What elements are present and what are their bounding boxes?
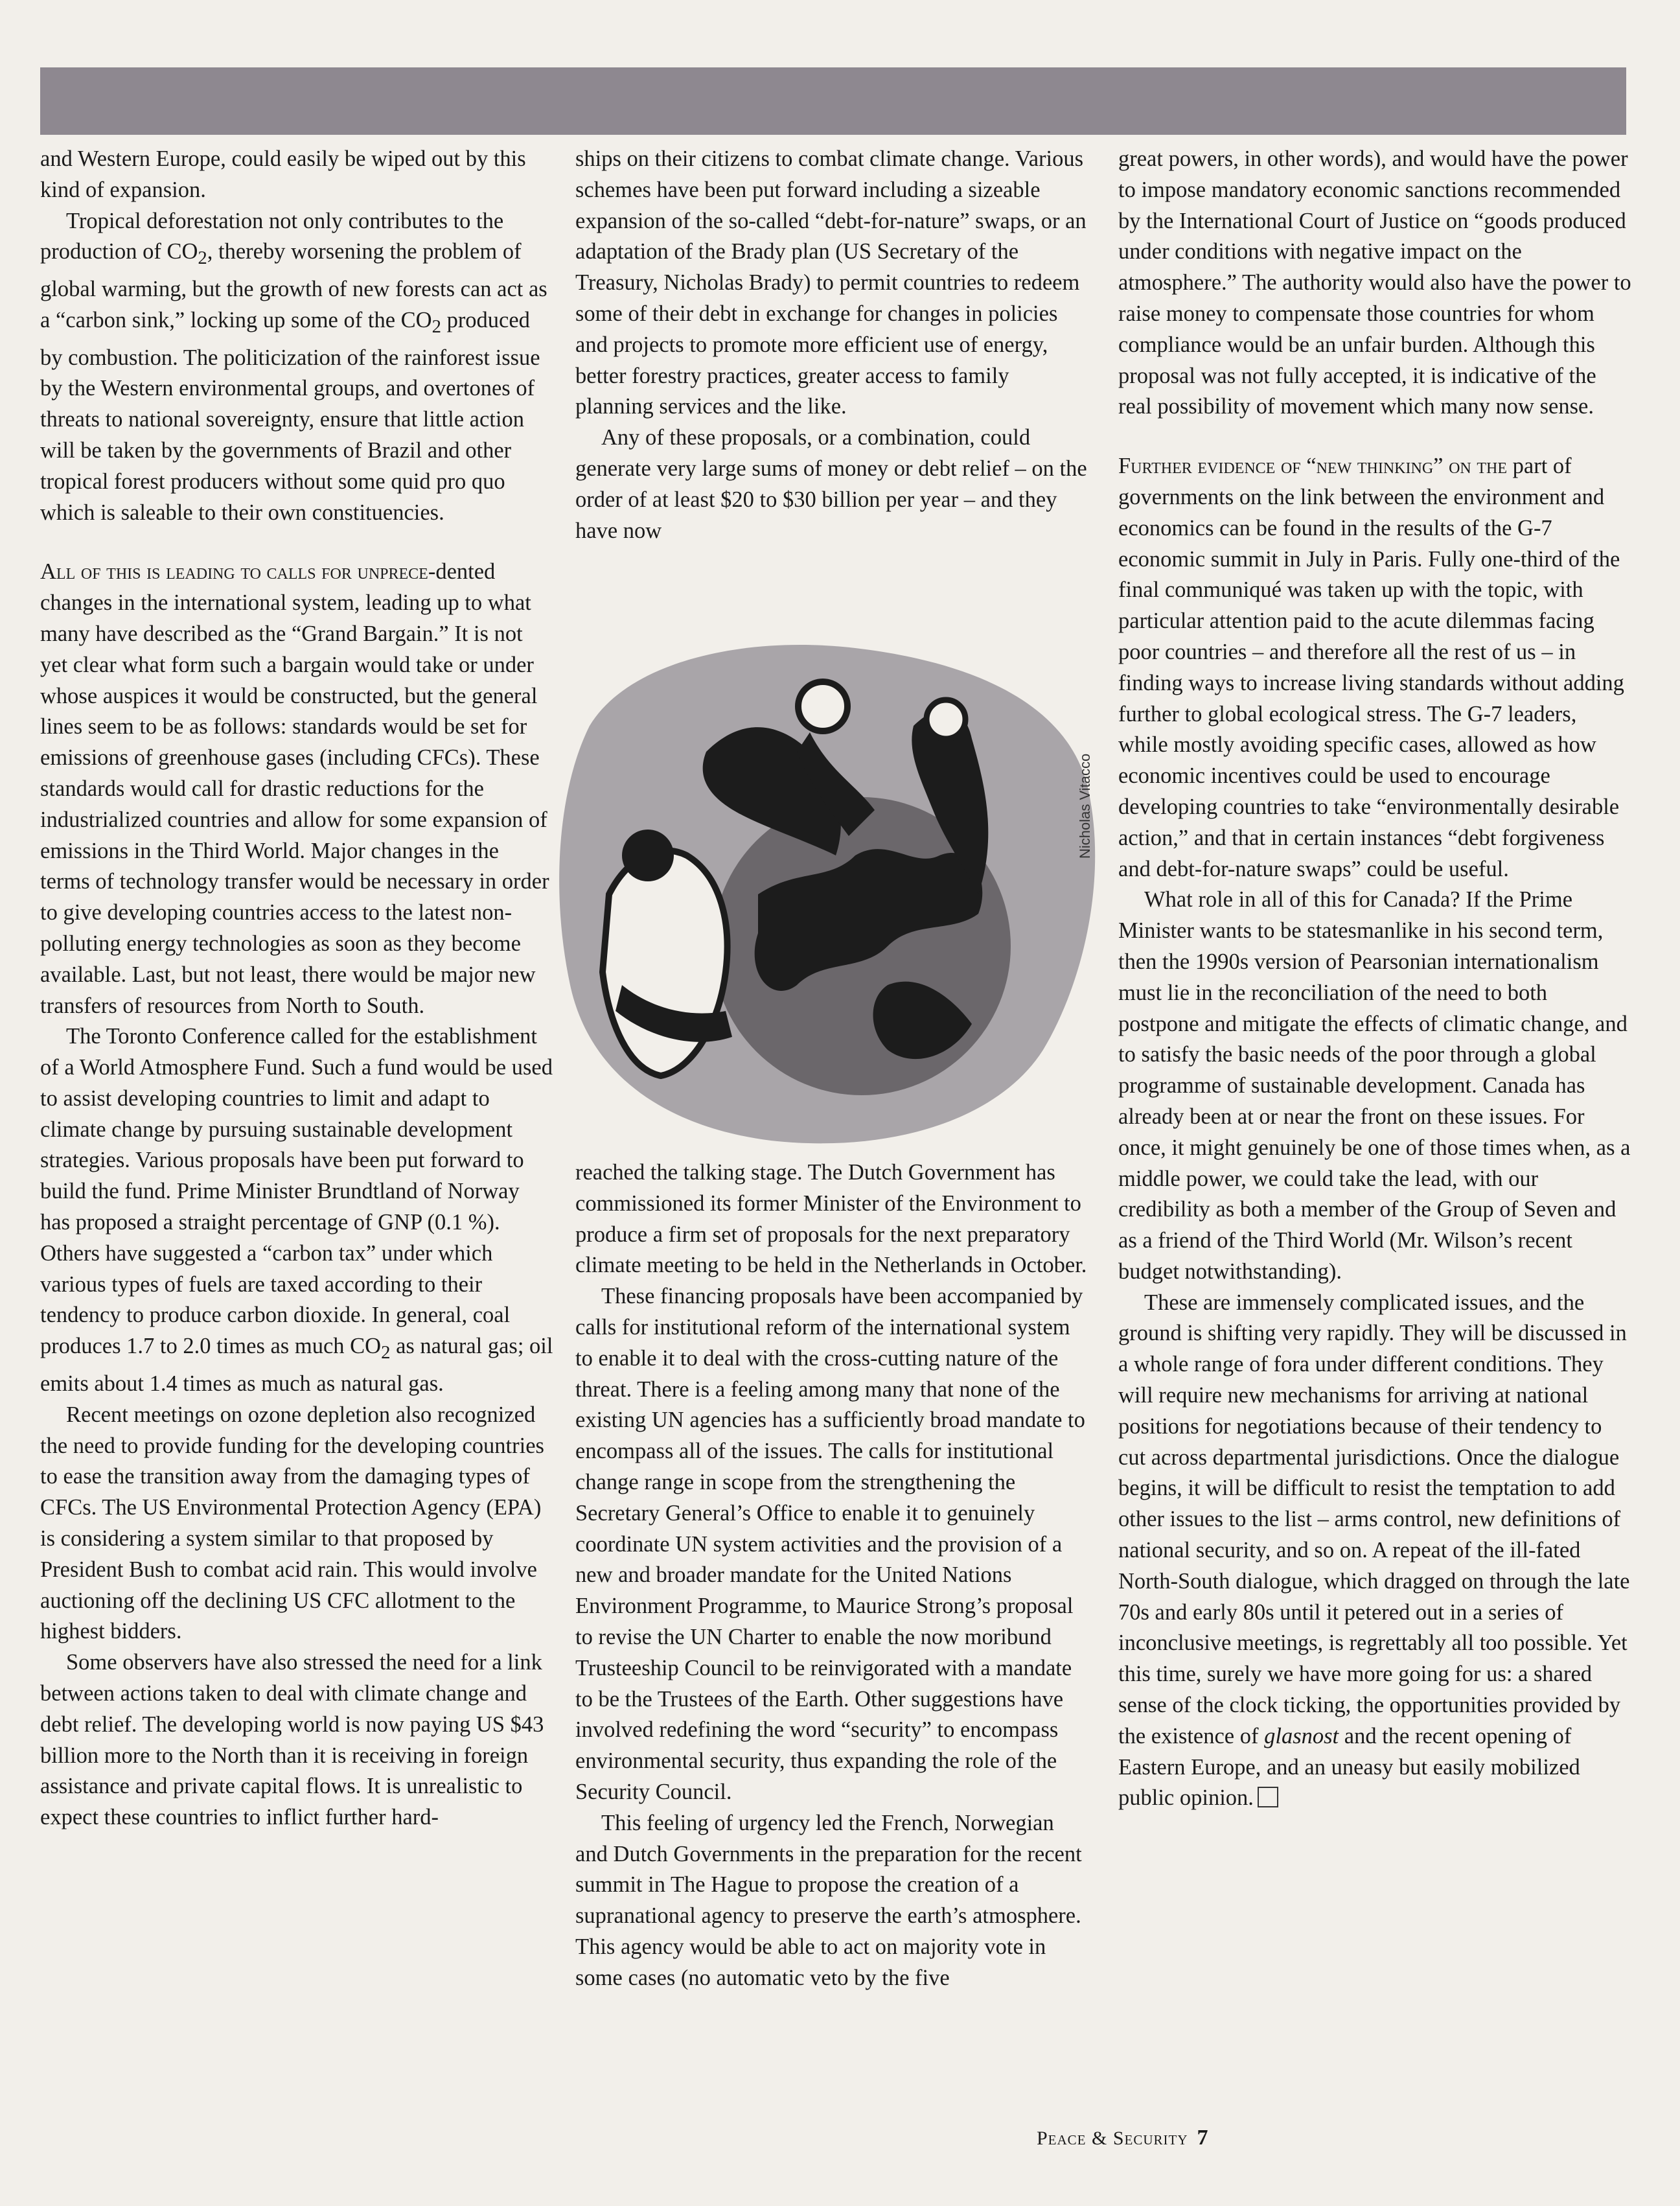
illustration-credit: Nicholas Vitacco: [1077, 753, 1093, 859]
column-1: [40, 144, 553, 1833]
run-in-lead: Further evidence of “new thinking” on the: [1118, 454, 1508, 479]
page-footer: [1037, 2126, 1209, 2150]
paragraph: These are immensely complicated issues, and the ground is shifting very rapidly. They will be discussed in a whole range of fora under different conditions. They will require new mechanisms for arriving at national positions for negotiations because of their tendency to cut across departmental jurisdictions. Once the dialogue begins, it will be difficult to resist the temptation to add other issues to the list – arms control, new definitions of national security, and so on. A repeat of the ill-fated North-South dialogue, which dragged on through the late 70s and early 80s until it petered out in a series of inconclusive meetings, is regrettably all too possible. Yet this time, surely we have more going for us: a shared sense of the clock ticking, the opportunities provided by the existence of glasnost and the recent opening of Eastern Europe, and an uneasy but easily mobilized public opinion.: [1118, 1290, 1630, 1811]
section-paragraph: All of this is leading to calls for unprece-dented changes in the international system, leading up to what many have described as the “Grand Bargain.” It is not yet clear what form such a bargain would take or under whose auspices it would be constructed, but the general lines seem to be as follows: standards would be set for emissions of greenhouse gases (including CFCs). These standards would call for drastic reductions for the industrialized countries and allow for some expansion of emissions in the Third World. Major changes in the terms of technology transfer would be necessary in order to give developing countries access to the latest non-polluting energy technologies as soon as they become available. Last, but not least, there would be major new transfers of resources from North to South.: [40, 559, 549, 1018]
paragraph: Any of these proposals, or a combination, could generate very large sums of money or debt relief – on the order of at least $20 to $30 billion per year – and they have now: [575, 425, 1087, 543]
section-paragraph: Further evidence of “new thinking” on the part of governments on the link between the environment and economics can be found in the results of the G-7 economic summit in July in Paris. Fully one-third of the final communiqué was taken up with the topic, with particular attention paid to the acute dilemmas facing poor countries – and therefore all the rest of us – in finding ways to increase living standards without adding further to global ecological stress. The G-7 leaders, while mostly avoiding specific cases, allowed as how economic incentives could be used to encourage developing countries to take “environmentally desirable action,” and that in certain instances “debt forgiveness and debt-for-nature swaps” could be useful.: [1118, 454, 1624, 881]
header-bar: [40, 67, 1626, 135]
column-2-continued: [575, 1157, 1088, 1994]
column-3: [1118, 144, 1631, 1814]
paragraph: These financing proposals have been accompanied by calls for institutional reform of the international system to enable it to deal with the cross-cutting nature of the threat. There is a feeling among many that none of the existing UN agencies has a sufficiently broad mandate to encompass all of the issues. The calls for institutional change range in scope from the strengthening the Secretary General’s Office to enable it to genuinely coordinate UN system activities and the provision of a new and broader mandate for the United Nations Environment Programme, to Maurice Strong’s proposal to revise the UN Charter to enable the now moribund Trusteeship Council to be reinvigorated with a mandate to be the Trustees of the Earth. Other suggestions have involved redefining the word “security” to encompass environmental security, thus expanding the role of the Security Council.: [575, 1284, 1085, 1804]
earth-illustration: [551, 622, 1108, 1154]
end-mark-icon: [1258, 1787, 1278, 1807]
column-2: [575, 144, 1088, 546]
paragraph: Some observers have also stressed the need for a link between actions taken to deal with climate change and debt relief. The developing world is now paying US $43 billion more to the North than it is receiving in foreign assistance and private capital flows. It is unrealistic to expect these countries to inflict further hard-: [40, 1650, 544, 1830]
run-in-lead: All of this is leading to calls for unprece: [40, 559, 428, 585]
paragraph: ships on their citizens to combat climate change. Various schemes have been put forward including a sizeable expansion of the so-called “debt-for-nature” swaps, or an adaptation of the Brady plan (US Secretary of the Treasury, Nicholas Brady) to permit countries to redeem some of their debt in exchange for changes in policies and projects to promote more efficient use of energy, better forestry practices, greater access to family planning services and the like.: [575, 146, 1087, 419]
publication-name: Peace & Security: [1037, 2128, 1188, 2149]
paragraph: reached the talking stage. The Dutch Government has commissioned its former Minister of the Environment to produce a firm set of proposals for the next preparatory climate meeting to be held in the Netherlands in October.: [575, 1160, 1087, 1278]
paragraph: Recent meetings on ozone depletion also recognized the need to provide funding for the developing countries to ease the transition away from the damaging types of CFCs. The US Environmental Protection Agency (EPA) is considering a system similar to that proposed by President Bush to combat acid rain. This would involve auctioning off the declining US CFC allotment to the highest bidders.: [40, 1402, 544, 1644]
paragraph: and Western Europe, could easily be wiped out by this kind of expansion.: [40, 146, 526, 202]
paragraph: The Toronto Conference called for the establishment of a World Atmosphere Fund. Such a fund would be used to assist developing countries to limit and adapt to climate change by pursuing sustainable development strategies. Various proposals have been put forward to build the fund. Prime Minister Brundtland of Norway has proposed a straight percentage of GNP (0.1 %). Others have suggested a “carbon tax” under which various types of fuels are taxed according to their tendency to produce carbon dioxide. In general, coal produces 1.7 to 2.0 times as much $CO_2$ as natural gas; oil emits about 1.4 times as much as natural gas.: [40, 1024, 553, 1396]
paragraph: This feeling of urgency led the French, Norwegian and Dutch Governments in the preparation for the recent summit in The Hague to propose the creation of a supranational agency to preserve the earth’s atmosphere. This agency would be able to act on majority vote in some cases (no automatic veto by the five: [575, 1810, 1082, 1990]
paragraph: Tropical deforestation not only contributes to the production of $CO_2$, thereby worsening the problem of global warming, but the growth of new forests can act as a “carbon sink,” locking up some of the $CO_2$ produced by combustion. The politicization of the rainforest issue by the Western environmental groups, and overtones of threats to national sovereignty, ensure that little action will be taken by the governments of Brazil and other tropical forest producers without some quid pro quo which is saleable to their own constituencies.: [40, 208, 547, 525]
paragraph: great powers, in other words), and would have the power to impose mandatory economic sanctions recommended by the International Court of Justice on “goods produced under conditions with negative impact on the atmosphere.” The authority would also have the power to raise money to compensate those countries for whom compliance would be an unfair burden. Although this proposal was not fully accepted, it is indicative of the real possibility of movement which many now sense.: [1118, 146, 1631, 419]
page-number: 7: [1197, 2126, 1209, 2150]
paragraph: What role in all of this for Canada? If the Prime Minister wants to be statesmanlike in his second term, then the 1990s version of Pearsonian internationalism must lie in the reconciliation of the need to both postpone and mitigate the effects of climatic change, and to satisfy the basic needs of the poor through a global programme of sustainable development. Canada has already been at or near the front on these issues. For once, it might genuinely be one of those times when, as a middle power, we could take the lead, with our credibility as both a member of the Group of Seven and as a friend of the Third World (Mr. Wilson’s recent budget notwithstanding).: [1118, 887, 1631, 1284]
